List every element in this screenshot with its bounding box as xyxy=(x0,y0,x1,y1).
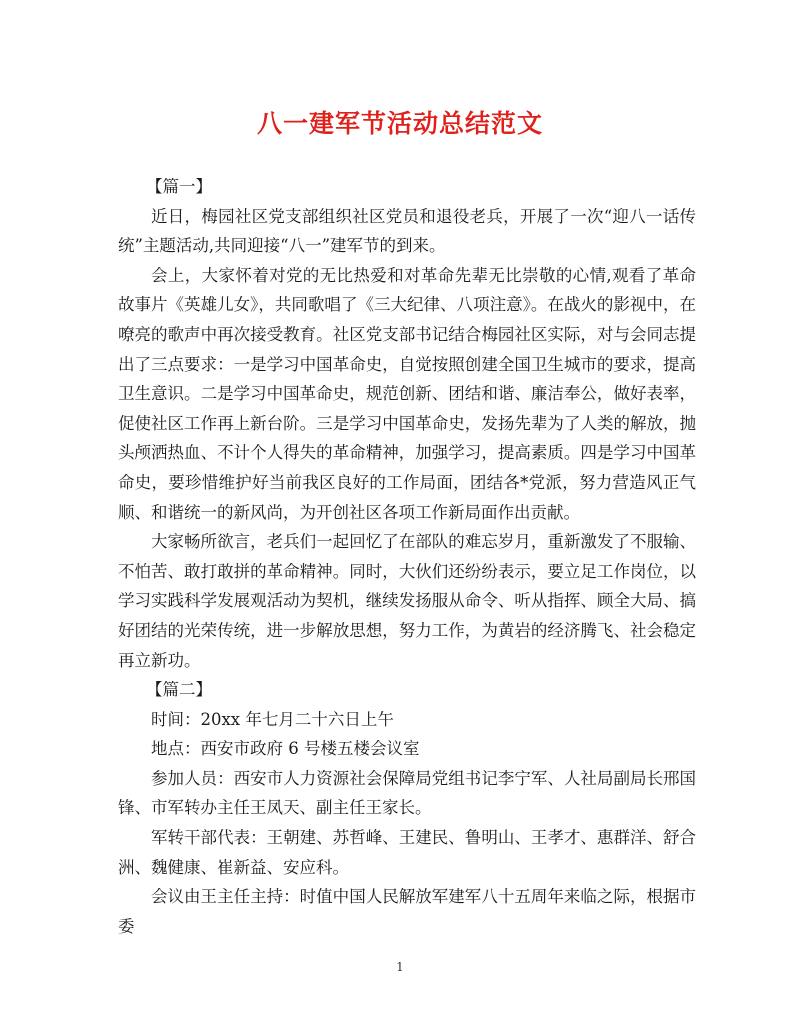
paragraph-3: 大家畅所欲言，老兵们一起回忆了在部队的难忘岁月，重新激发了不服输、不怕苦、敢打敢拼的革命精神。同时，大伙们还纷纷表示，要立足工作岗位，以学习实践科学发展观活动为契机，继续发扬服从命令、听从指挥、顾全大局、搞好团结的光荣传统，进一步解放思想，努力工作，为黄岩的经济腾飞、社会稳定再立新功。 xyxy=(118,532,696,670)
section-heading-2: 【篇二】 xyxy=(146,680,213,700)
meeting-time: 时间：20xx 年七月二十六日上午 xyxy=(151,709,394,729)
document-body xyxy=(118,172,696,941)
page-number: 1 xyxy=(396,960,404,974)
section-heading-1: 【篇一】 xyxy=(146,177,213,196)
meeting-place: 地点：西安市政府 6 号楼五楼会议室 xyxy=(151,739,420,759)
meeting-host: 会议由王主任主持：时值中国人民解放军建军八十五周年来临之际，根据市委 xyxy=(118,887,696,936)
meeting-attendees: 参加人员：西安市人力资源社会保障局党组书记李宁军、人社局副局长邢国锋、市军转办主任王凤天、副主任王家长。 xyxy=(118,768,696,818)
paragraph-2: 会上，大家怀着对党的无比热爱和对革命先辈无比崇敬的心情,观看了革命故事片《英雄儿女》，共同歌唱了《三大纪律、八项注意》。在战火的影视中，在嘹亮的歌声中再次接受教育。社区党支部书记结合梅园社区实际，对与会同志提出了三点要求：一是学习中国革命史，自觉按照创建全国卫生城市的要求，提高卫生意识。二是学习中国革命史，规范创新、团结和谐、廉洁奉公，做好表率，促使社区工作再上新台阶。三是学习中国革命史，发扬先辈为了人类的解放，抛头颅洒热血、不计个人得失的革命精神，加强学习，提高素质。四是学习中国革命史，要珍惜维护好当前我区良好的工作局面，团结各*党派，努力营造风正气顺、和谐统一的新风尚，为开创社区各项工作新局面作出贡献。 xyxy=(118,265,696,522)
paragraph-1: 近日，梅园社区党支部组织社区党员和退役老兵，开展了一次“迎八一话传统”主题活动,共同迎接“八一”建军节的到来。 xyxy=(118,206,696,256)
representatives: 军转干部代表：王朝建、苏哲峰、王建民、鲁明山、王孝才、惠群洋、舒合洲、魏健康、崔新益、安应科。 xyxy=(118,828,696,877)
document-title: 八一建军节活动总结范文 xyxy=(256,109,543,138)
